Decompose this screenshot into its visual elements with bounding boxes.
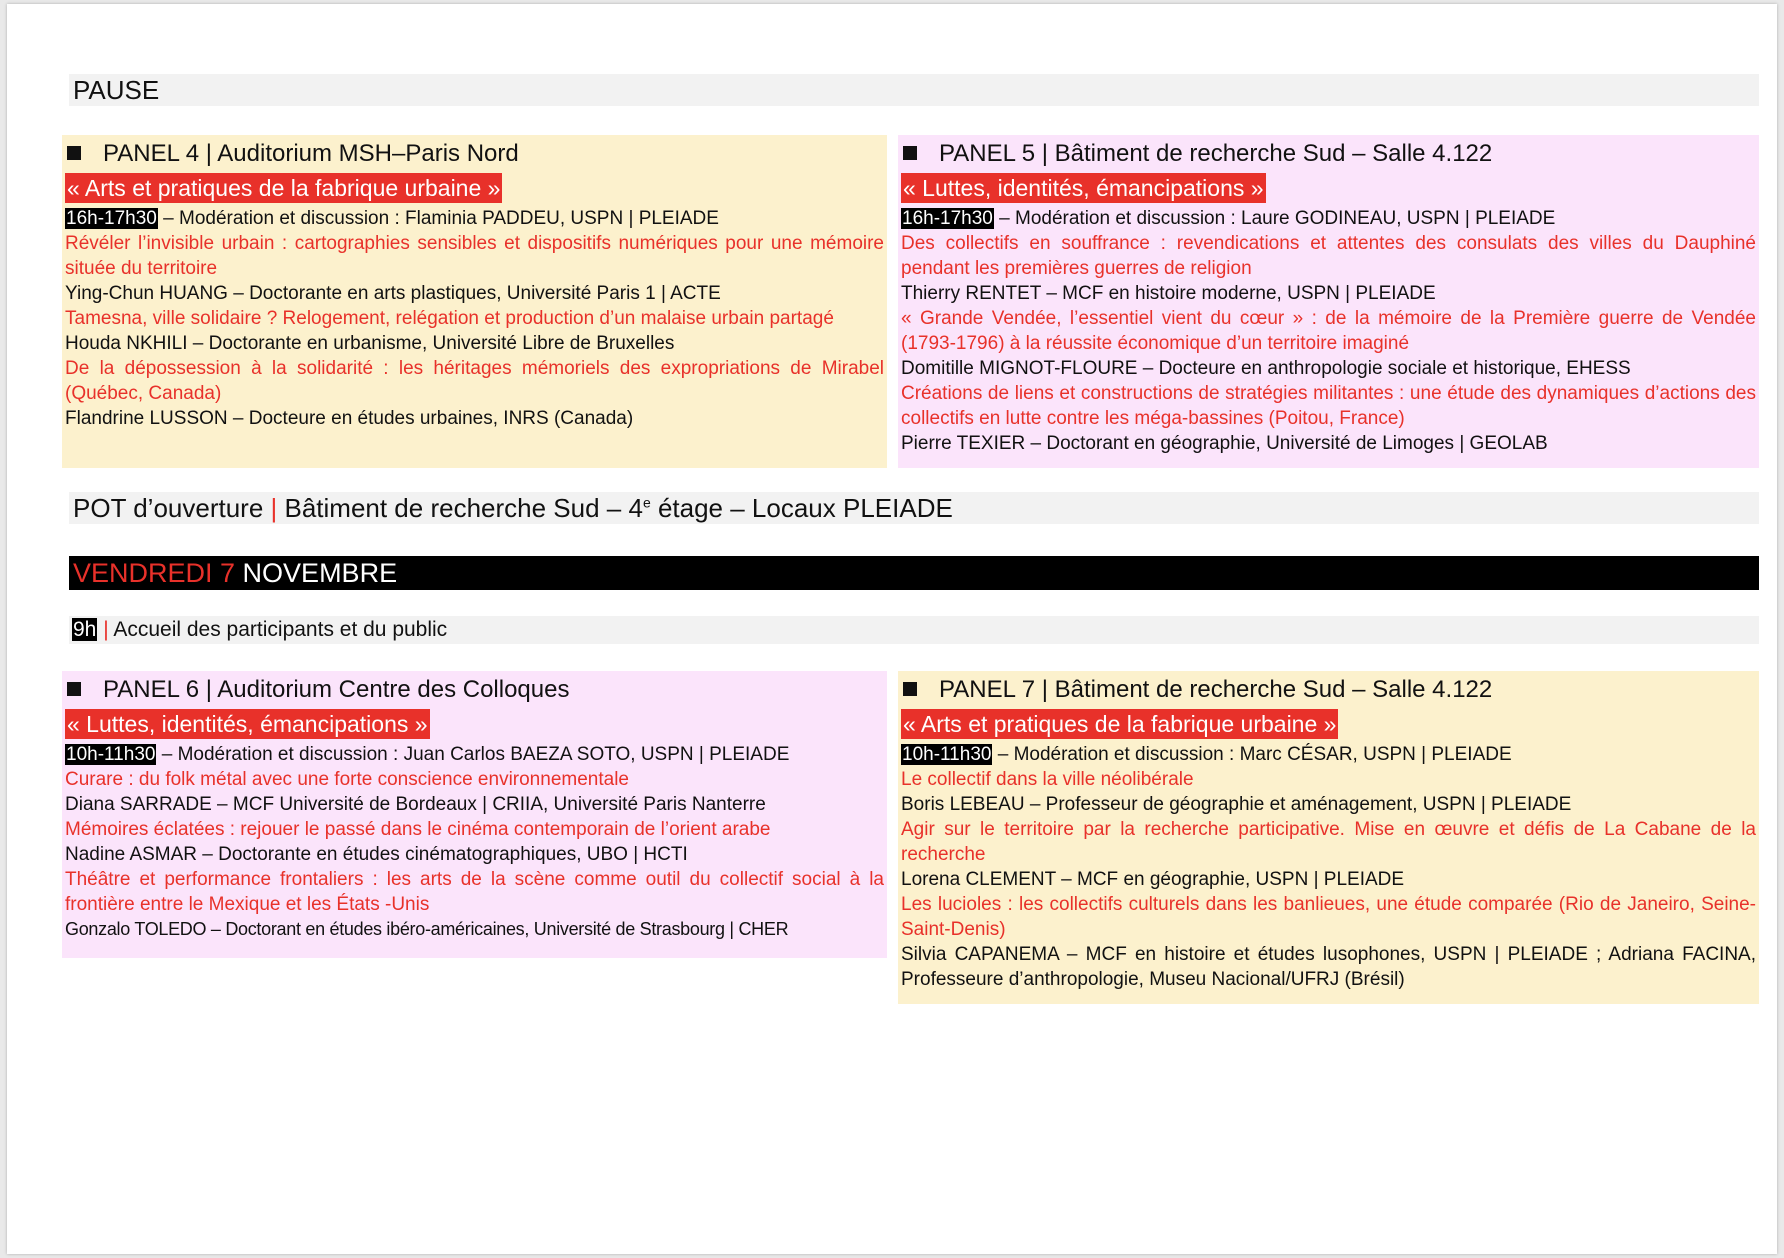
talk-speaker: Boris LEBEAU – Professeur de géographie et aménagement, USPN | PLEIADE — [901, 794, 1572, 815]
pot-superscript: e — [642, 494, 651, 511]
talk-title: Les lucioles : les collectifs culturels dans les banlieues, une étude comparée (Rio de Janeiro, Seine-Saint-Denis) — [901, 894, 1756, 940]
panel-6-moderation: 10h-11h30 – Modération et discussion : Juan Carlos BAEZA SOTO, USPN | PLEIADE — [66, 744, 790, 765]
accueil-bar — [69, 616, 1759, 644]
panel-6-title: PANEL 6 | Auditorium Centre des Colloques — [65, 671, 884, 708]
day-month: NOVEMBRE — [235, 558, 398, 588]
bullet-square-icon — [903, 682, 917, 696]
talk-title: Agir sur le territoire par la recherche participative. Mise en œuvre et défis de La Cabane de la recherche — [901, 819, 1756, 865]
panel-5-title: PANEL 5 | Bâtiment de recherche Sud – Salle 4.122 — [901, 135, 1756, 172]
talk-speaker: Nadine ASMAR – Doctorante en études cinématographiques, UBO | HCTI — [65, 844, 688, 865]
panel-7 — [898, 671, 1759, 1004]
pot-separator: | — [263, 493, 285, 523]
panel-5-theme: « Luttes, identités, émancipations » — [903, 175, 1264, 201]
bullet-square-icon — [67, 682, 81, 696]
panel-4-moderation: 16h-17h30 – Modération et discussion : Flaminia PADDEU, USPN | PLEIADE — [66, 208, 719, 229]
pot-bar — [69, 492, 1759, 524]
panel-4-theme: « Arts et pratiques de la fabrique urbaine » — [67, 175, 501, 201]
document-page — [7, 4, 1777, 1254]
panel-7-theme: « Arts et pratiques de la fabrique urbaine » — [903, 711, 1337, 737]
panel-5 — [898, 135, 1759, 468]
accueil-separator: | — [97, 618, 114, 641]
talk-title: Mémoires éclatées : rejouer le passé dans le cinéma contemporain de l’orient arabe — [65, 819, 771, 840]
talk-speaker: Houda NKHILI – Doctorante en urbanisme, Université Libre de Bruxelles — [65, 333, 675, 354]
talk-speaker: Pierre TEXIER – Doctorant en géographie, Université de Limoges | GEOLAB — [901, 433, 1548, 454]
talk-speaker: Ying-Chun HUANG – Doctorante en arts plastiques, Université Paris 1 | ACTE — [65, 283, 721, 304]
talk-speaker: Diana SARRADE – MCF Université de Bordeaux | CRIIA, Université Paris Nanterre — [65, 794, 766, 815]
talk-speaker: Flandrine LUSSON – Docteure en études urbaines, INRS (Canada) — [65, 408, 634, 429]
panel-7-title: PANEL 7 | Bâtiment de recherche Sud – Salle 4.122 — [901, 671, 1756, 708]
panel-4 — [62, 135, 887, 468]
panel-5-moderation: 16h-17h30 – Modération et discussion : Laure GODINEAU, USPN | PLEIADE — [902, 208, 1556, 229]
time-badge: 16h-17h30 — [66, 208, 157, 229]
panel-6-theme: « Luttes, identités, émancipations » — [67, 711, 428, 737]
talk-title: Curare : du folk métal avec une forte conscience environnementale — [65, 769, 629, 790]
talk-speaker: Silvia CAPANEMA – MCF en histoire et études lusophones, USPN | PLEIADE ; Adriana FACINA, Professeure d’anthropologie, Museu Nacional/UFRJ (Brésil) — [901, 944, 1756, 990]
talk-title: Révéler l’invisible urbain : cartographies sensibles et dispositifs numériques pour une mémoire située du territoire — [65, 233, 884, 279]
panel-4-title: PANEL 4 | Auditorium MSH–Paris Nord — [65, 135, 884, 172]
bullet-square-icon — [67, 146, 81, 160]
talk-speaker: Thierry RENTET – MCF en histoire moderne, USPN | PLEIADE — [901, 283, 1436, 304]
accueil-label: Accueil des participants et du public — [113, 618, 448, 641]
talk-title: Créations de liens et constructions de stratégies militantes : une étude des dynamiques d’actions des collectifs en lutte contre les méga-bassines (Poitou, France) — [901, 383, 1756, 429]
talk-title: Tamesna, ville solidaire ? Relogement, relégation et production d’un malaise urbain partagé — [65, 308, 834, 329]
day-header — [69, 556, 1759, 590]
time-badge: 16h-17h30 — [902, 208, 993, 229]
talk-speaker: Domitille MIGNOT-FLOURE – Docteure en anthropologie sociale et historique, EHESS — [901, 358, 1631, 379]
bullet-square-icon — [903, 146, 917, 160]
pot-label: POT d’ouverture — [73, 493, 264, 523]
talk-speaker: Lorena CLEMENT – MCF en géographie, USPN | PLEIADE — [901, 869, 1405, 890]
pause-label: PAUSE — [73, 75, 160, 105]
time-badge: 10h-11h30 — [902, 744, 992, 765]
panel-7-moderation: 10h-11h30 – Modération et discussion : Marc CÉSAR, USPN | PLEIADE — [902, 744, 1512, 765]
talk-title: Le collectif dans la ville néolibérale — [901, 769, 1194, 790]
panel-6 — [62, 671, 887, 958]
talk-title: « Grande Vendée, l’essentiel vient du cœur » : de la mémoire de la Première guerre de Vendée (1793-1796) à la réussite économique d’un territoire imaginé — [901, 308, 1756, 354]
pot-place: Bâtiment de recherche Sud – 4 — [284, 493, 643, 523]
talk-title: Théâtre et performance frontaliers : les arts de la scène comme outil du collectif social à la frontière entre le Mexique et les États -Unis — [65, 869, 884, 915]
time-badge: 10h-11h30 — [66, 744, 156, 765]
talk-title: De la dépossession à la solidarité : les héritages mémoriels des expropriations de Mirabel (Québec, Canada) — [65, 358, 884, 404]
talk-title: Des collectifs en souffrance : revendications et attentes des consulats des villes du Dauphiné pendant les premières guerres de religion — [901, 233, 1756, 279]
day-weekday: VENDREDI 7 — [73, 558, 236, 588]
pot-rest: étage – Locaux PLEIADE — [650, 493, 953, 523]
pause-bar — [69, 74, 1759, 106]
talk-speaker: Gonzalo TOLEDO – Doctorant en études ibéro-américaines, Université de Strasbourg | CHER — [65, 919, 789, 939]
accueil-time: 9h — [73, 618, 97, 641]
